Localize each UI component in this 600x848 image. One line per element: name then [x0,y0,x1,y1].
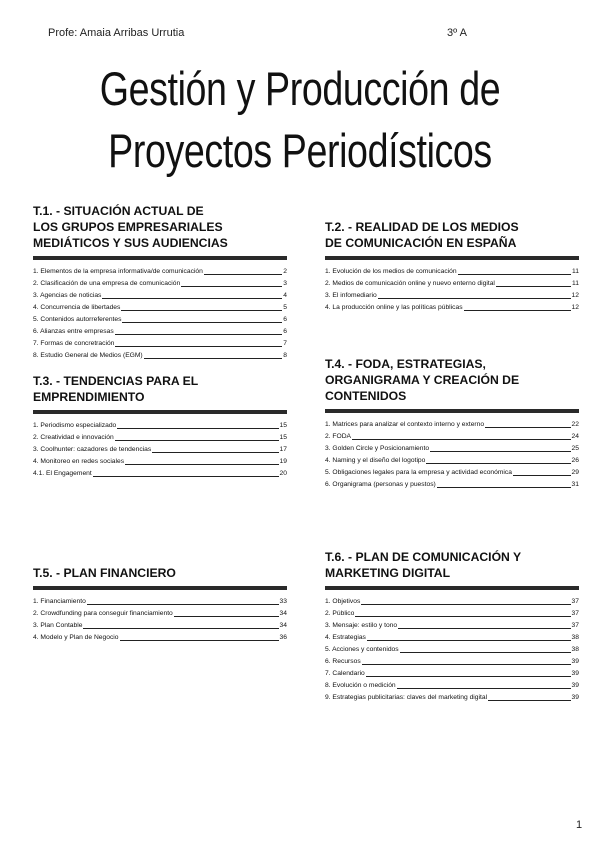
toc-leader-line [120,639,279,641]
toc-entry-label: 2. Crowdfunding para conseguir financiamiento [33,610,173,617]
toc-entry-page: 20 [279,470,287,477]
toc-leader-line [397,687,571,689]
toc-leader-line [121,309,282,311]
toc-leader-line [174,615,279,617]
section-divider [325,256,579,260]
section-t2 [325,219,579,314]
toc-entry-label: 3. Plan Contable [33,622,83,629]
toc-entry-label: 3. Agencias de noticias [33,292,102,299]
toc-entry-page: 11 [572,268,579,275]
toc-entry[interactable] [325,455,579,467]
toc-entry-page: 17 [279,446,287,453]
toc-entry-page: 12 [571,292,579,299]
toc-leader-line [87,603,279,605]
toc-entry-page: 24 [571,433,579,440]
toc-entry[interactable] [33,456,287,468]
toc-entry-page: 8 [283,352,287,359]
toc-entry-page: 15 [279,422,287,429]
toc-entry-page: 34 [279,622,287,629]
toc-entry[interactable] [325,266,579,278]
toc-leader-line [488,699,570,701]
section-title [325,219,579,251]
toc-entry-page: 19 [279,458,287,465]
section-t5 [33,565,287,644]
toc-entry-label: 4. La producción online y las políticas públicas [325,304,463,311]
toc-entry-label: 4. Naming y el diseño del logotipo [325,457,426,464]
toc-entry[interactable] [325,596,579,608]
toc-entry[interactable] [325,278,579,290]
toc-entry[interactable] [33,326,287,338]
toc-entry[interactable] [325,467,579,479]
document-title [60,58,540,182]
toc-entry-page: 5 [283,304,287,311]
toc-entry-label: 4. Estrategias [325,634,366,641]
section-t6 [325,549,579,704]
toc-entry[interactable] [33,266,287,278]
toc-entry[interactable] [325,656,579,668]
toc-leader-line [125,463,278,465]
toc-leader-line [464,309,571,311]
toc-entry-page: 33 [279,598,287,605]
section-t3 [33,373,287,480]
toc-list [33,266,287,362]
toc-leader-line [115,439,279,441]
toc-entry-label: 1. Matrices para analizar el contexto interno y externo [325,421,485,428]
toc-leader-line [352,438,571,440]
page-number: 1 [576,819,583,831]
toc-entry[interactable] [325,632,579,644]
toc-leader-line [513,474,571,476]
section-title-line: T.6. - PLAN DE COMUNICACIÓN Y [325,550,522,564]
toc-entry[interactable] [33,444,287,456]
toc-entry[interactable] [33,432,287,444]
toc-entry-page: 37 [571,610,579,617]
toc-entry[interactable] [325,302,579,314]
toc-entry[interactable] [33,468,287,480]
toc-entry[interactable] [325,620,579,632]
toc-entry-label: 7. Formas de concretración [33,340,115,347]
toc-entry-label: 2. Creatividad e innovación [33,434,114,441]
section-title [325,356,579,404]
toc-entry[interactable] [325,443,579,455]
toc-leader-line [378,297,571,299]
toc-entry-label: 6. Organigrama (personas y puestos) [325,481,436,488]
toc-entry-label: 5. Obligaciones legales para la empresa y actividad económica [325,469,512,476]
toc-entry-label: 6. Recursos [325,658,361,665]
toc-entry[interactable] [33,608,287,620]
section-divider [33,586,287,590]
toc-entry-page: 11 [572,280,579,287]
toc-entry[interactable] [33,620,287,632]
toc-entry-label: 8. Estudio General de Medios (EGM) [33,352,143,359]
toc-leader-line [361,603,570,605]
toc-entry-page: 25 [571,445,579,452]
toc-leader-line [83,627,278,629]
toc-entry-page: 6 [283,316,287,323]
toc-entry-label: 1. Elementos de la empresa informativa/de comunicación [33,268,203,275]
toc-entry-page: 39 [571,694,579,701]
toc-entry[interactable] [33,632,287,644]
toc-entry-label: 4. Concurrencia de libertades [33,304,121,311]
toc-entry-label: 2. Clasificación de una empresa de comunicación [33,280,181,287]
section-title-line: EMPRENDIMIENTO [33,390,145,404]
toc-entry-label: 9. Estrategias publicitarias: claves del marketing digital [325,694,488,701]
toc-leader-line [426,462,570,464]
toc-leader-line [102,297,282,299]
toc-entry[interactable] [325,431,579,443]
section-title-line: T.5. - PLAN FINANCIERO [33,566,176,580]
toc-entry-page: 31 [571,481,579,488]
toc-entry[interactable] [33,314,287,326]
toc-entry-page: 37 [571,598,579,605]
toc-entry-label: 6. Alianzas entre empresas [33,328,114,335]
toc-entry-page: 39 [571,670,579,677]
toc-entry-label: 3. Coolhunter: cazadores de tendencias [33,446,152,453]
section-t4 [325,356,579,491]
toc-leader-line [398,627,570,629]
section-t1 [33,203,287,362]
toc-entry-label: 3. El infomediario [325,292,377,299]
toc-entry-label: 1. Periodismo especializado [33,422,117,429]
toc-entry-label: 7. Calendario [325,670,365,677]
toc-list [33,420,287,480]
section-title-line: CONTENIDOS [325,389,407,403]
section-title-line: T.1. - SITUACIÓN ACTUAL DE [33,204,204,218]
toc-entry[interactable] [325,290,579,302]
section-title-line: MEDIÁTICOS Y SUS AUDIENCIAS [33,236,228,250]
toc-entry-label: 5. Contenidos autorreferentes [33,316,122,323]
section-title-line: T.3. - TENDENCIAS PARA EL [33,374,199,388]
toc-entry-page: 22 [571,421,579,428]
section-divider [33,256,287,260]
toc-leader-line [122,321,282,323]
section-divider [325,409,579,413]
section-title [33,373,287,405]
toc-list [325,419,579,491]
toc-entry-page: 36 [279,634,287,641]
toc-entry-label: 4. Modelo y Plan de Negocio [33,634,119,641]
toc-list [325,266,579,314]
toc-entry-label: 2. Público [325,610,355,617]
section-title-line: T.2. - REALIDAD DE LOS MEDIOS [325,220,519,234]
section-divider [325,586,579,590]
toc-leader-line [496,285,571,287]
toc-entry[interactable] [325,419,579,431]
toc-entry-label: 1. Financiamiento [33,598,86,605]
toc-entry[interactable] [325,680,579,692]
toc-leader-line [152,451,278,453]
toc-entry-page: 3 [283,280,287,287]
toc-leader-line [204,273,282,275]
toc-entry-page: 37 [571,622,579,629]
toc-leader-line [115,333,283,335]
toc-entry-label: 8. Evolución o medición [325,682,396,689]
toc-entry-label: 1. Objetivos [325,598,361,605]
section-title-line: DE COMUNICACIÓN EN ESPAÑA [325,236,517,250]
toc-entry[interactable] [325,479,579,491]
toc-entry-page: 26 [571,457,579,464]
toc-leader-line [437,486,571,488]
title-line-1: Gestión y Producción de [99,62,501,115]
toc-entry-label: 3. Golden Circle y Posicionamiento [325,445,430,452]
section-title [325,549,579,581]
toc-leader-line [400,651,571,653]
toc-entry-page: 12 [571,304,579,311]
toc-leader-line [181,285,282,287]
toc-entry[interactable] [33,350,287,362]
toc-list [33,596,287,644]
toc-leader-line [485,426,570,428]
toc-list [325,596,579,704]
toc-leader-line [355,615,570,617]
toc-leader-line [144,357,283,359]
section-title-line: ORGANIGRAMA Y CREACIÓN DE [325,373,520,387]
toc-entry-page: 4 [283,292,287,299]
toc-entry[interactable] [33,290,287,302]
toc-entry-page: 38 [571,634,579,641]
toc-entry[interactable] [325,644,579,656]
toc-entry[interactable] [33,338,287,350]
toc-entry[interactable] [325,608,579,620]
section-title-line: T.4. - FODA, ESTRATEGIAS, [325,357,486,371]
toc-entry-label: 4. Monitoreo en redes sociales [33,458,125,465]
toc-entry[interactable] [33,596,287,608]
toc-entry-page: 39 [571,658,579,665]
toc-leader-line [362,663,571,665]
toc-entry-label: 5. Acciones y contenidos [325,646,399,653]
section-title [33,203,287,251]
toc-leader-line [366,675,571,677]
toc-entry-page: 6 [283,328,287,335]
group-label: 3º A [447,27,467,39]
toc-entry-label: 1. Evolución de los medios de comunicación [325,268,457,275]
teacher-name: Profe: Amaia Arribas Urrutia [48,27,185,39]
section-divider [33,410,287,414]
toc-entry-page: 15 [279,434,287,441]
toc-entry[interactable] [33,420,287,432]
toc-entry-label: 4.1. El Engagement [33,470,92,477]
toc-leader-line [93,475,279,477]
toc-entry-label: 3. Mensaje: estilo y tono [325,622,398,629]
toc-entry[interactable] [33,278,287,290]
toc-leader-line [117,427,278,429]
toc-entry-page: 39 [571,682,579,689]
toc-entry-page: 2 [283,268,287,275]
toc-leader-line [367,639,571,641]
toc-entry-page: 38 [571,646,579,653]
toc-entry[interactable] [325,668,579,680]
toc-entry-page: 7 [283,340,287,347]
toc-leader-line [430,450,570,452]
section-title-line: LOS GRUPOS EMPRESARIALES [33,220,223,234]
toc-entry-label: 2. Medios de comunicación online y nuevo enterno digital [325,280,495,287]
toc-entry-page: 29 [571,469,579,476]
toc-leader-line [458,273,571,275]
section-title [33,565,287,581]
toc-leader-line [115,345,282,347]
toc-entry-label: 2. FODA [325,433,352,440]
title-line-2: Proyectos Periodísticos [108,124,492,177]
toc-entry[interactable] [33,302,287,314]
toc-entry-page: 34 [279,610,287,617]
section-title-line: MARKETING DIGITAL [325,566,451,580]
toc-entry[interactable] [325,692,579,704]
